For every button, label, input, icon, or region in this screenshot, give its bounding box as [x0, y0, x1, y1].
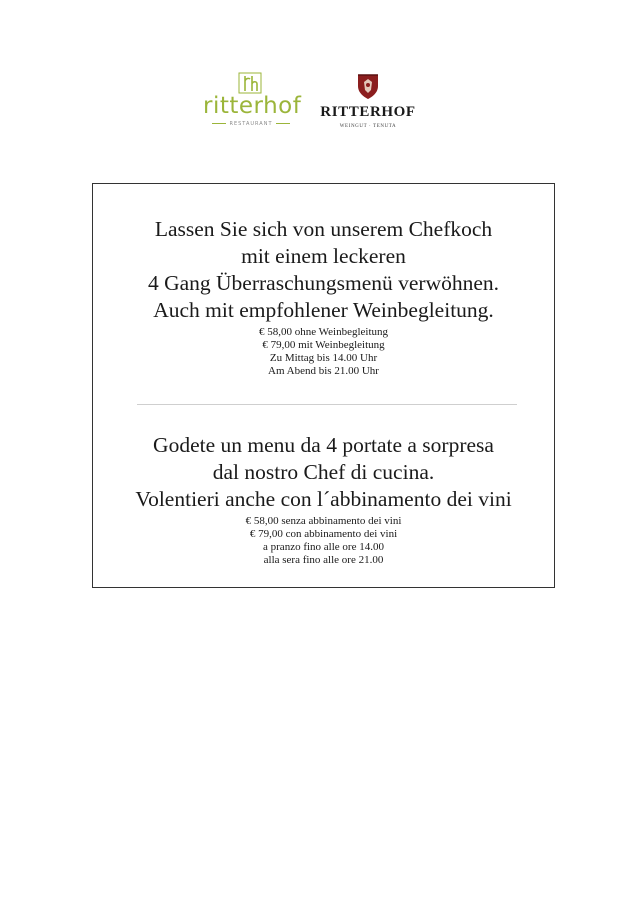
restaurant-logo-subtitle: RESTAURANT	[203, 120, 299, 128]
ritterhof-winery-logo	[316, 72, 420, 134]
italian-price-with-wine: € 79,00 con abbinamento dei vini	[249, 528, 398, 540]
restaurant-logo-name: ritterhof	[203, 93, 302, 119]
italian-price-without-wine: € 58,00 senza abbinamento dei vini	[245, 515, 402, 527]
shield-crest-icon	[356, 72, 380, 100]
italian-headline-line: dal nostro Chef di cucina.	[212, 460, 435, 484]
german-details	[93, 326, 554, 378]
italian-section	[93, 432, 554, 567]
italian-dinner-hours: alla sera fino alle ore 21.00	[263, 554, 384, 566]
italian-lunch-hours: a pranzo fino alle ore 14.00	[263, 541, 384, 553]
german-price-without-wine: € 58,00 ohne Weinbegleitung	[258, 326, 389, 338]
german-headline-line: mit einem leckeren	[241, 244, 406, 268]
ritterhof-restaurant-logo	[203, 72, 302, 134]
rh-monogram-icon	[238, 72, 262, 94]
section-divider	[137, 404, 517, 405]
italian-headline-line: Godete un menu da 4 portate a sorpresa	[153, 433, 494, 457]
italian-headline-line: Volentieri anche con l´abbinamento dei vini	[135, 487, 512, 511]
german-lunch-hours: Zu Mittag bis 14.00 Uhr	[269, 352, 378, 364]
german-headline-line: Lassen Sie sich von unserem Chefkoch	[154, 217, 493, 241]
german-dinner-hours: Am Abend bis 21.00 Uhr	[268, 365, 379, 377]
surprise-menu-box	[92, 183, 555, 588]
german-section	[93, 216, 554, 378]
italian-details	[93, 515, 554, 567]
german-price-with-wine: € 79,00 mit Weinbegleitung	[262, 339, 385, 351]
winery-logo-subtitle: WEINGUT · TENUTA	[339, 124, 397, 129]
german-headline-line: 4 Gang Überraschungsmenü verwöhnen.	[147, 271, 500, 295]
winery-logo-name: RITTERHOF	[320, 104, 416, 120]
german-headline-line: Auch mit empfohlener Weinbegleitung.	[153, 298, 494, 322]
